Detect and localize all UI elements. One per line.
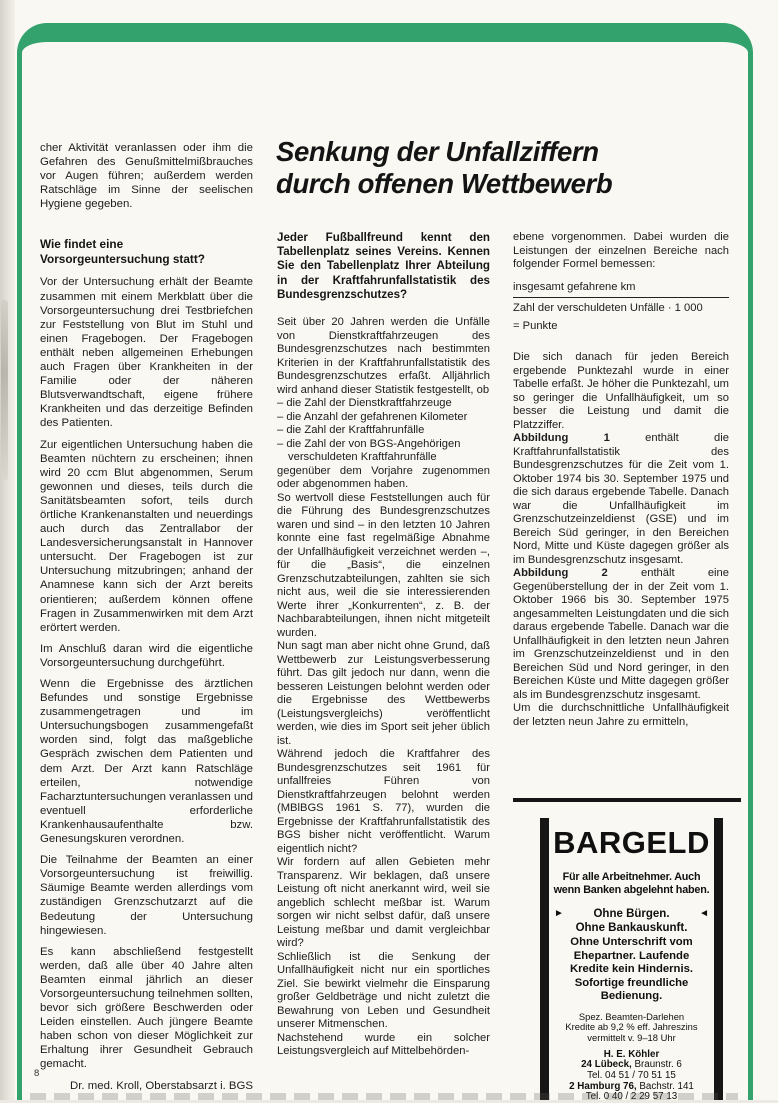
ad-top-rule [513, 798, 741, 802]
paragraph: Während jedoch die Kraftfahrer des Bundesgrenzschutzes seit 1961 für unfallfreies Führen von Dienstkraftfahrzeugen belohnt werden (MBlBGS 1961 S. 77), wurden die Ergebnisse der Kraftfahrunfallstatistik des BGS bisher nicht veröffentlicht. Warum eigentlich nicht? [277, 748, 490, 855]
paragraph: Es kann abschließend festgestellt werden, daß alle über 40 Jahre alten Beamten einmal jährlich an dieser Vorsorgeuntersuchung teilnehmen sollten, bevor sich größere Beschwerden oder Leiden einstellen. Auch jüngere Beamte haben schon von dieser Möglichkeit zur Erhaltung ihrer Gesundheit Gebrauch gemacht. [40, 945, 253, 1071]
paragraph: Die sich danach für jeden Bereich ergebende Punktezahl wurde in einer Tabelle erfaßt. Je höher die Punktezahl, um so geringer die Unfallhäufigkeit, um so besser die Leistung und damit die Platzziffer. [513, 351, 729, 431]
paragraph: Wir fordern auf allen Gebieten mehr Transparenz. Wir beklagen, daß unsere Leistung oft nicht anerkannt wird, weil sie angeblich schlecht meßbar ist. Warum sorgen wir nicht selbst dafür, daß unsere Leistung meßbar und damit vergleichbar wird? [277, 856, 490, 950]
ad-phone-2: Tel. 0 40 / 2 29 57 13 [585, 1091, 678, 1103]
bargeld-advertisement [540, 818, 723, 1103]
paragraph: ebene vorgenommen. Dabei wurden die Leistungen der einzelnen Bereiche nach folgender Formel bemessen: [513, 231, 729, 270]
list-item: – die Anzahl der gefahrenen Kilometer [277, 410, 468, 423]
ad-detail-line: vermittelt v. 9–18 Uhr [587, 1031, 676, 1043]
paragraph-figure-2 [513, 567, 729, 702]
ad-address-1-street: Braunstr. 6 [634, 1059, 682, 1071]
page-number: 8 [34, 1068, 40, 1079]
criteria-list [277, 397, 490, 465]
ad-title: BARGELD [553, 825, 710, 860]
paragraph: Im Anschluß daran wird die eigentliche Vorsorgeuntersuchung durchgeführt. [40, 642, 253, 669]
next-page-bleed [30, 1093, 738, 1100]
ad-address-2-street: Bachstr. 141 [639, 1080, 694, 1092]
paragraph: Schließlich ist die Senkung der Unfallhäufigkeit nicht nur ein sportliches Ziel. Sie bewirkt vielmehr die Einsparung großer Geldbeträge und nicht zuletzt die Bewahrung von Leben und Gesundheit unserer Mitmenschen. [277, 950, 490, 1031]
ad-bullet-row [549, 908, 714, 920]
headline-line-2: durch offenen Wettbewerb [276, 168, 613, 199]
paragraph: Die Teilnahme der Beamten an einer Vorsorgeuntersuchung ist freiwillig. Säumige Beamte werden allerdings vom zuständigen Grenzschutzarzt auf die Bedeutung der Untersuchung hingewiesen. [40, 854, 253, 937]
paragraph: So wertvoll diese Feststellungen auch für die Führung des Bundesgrenzschutzes waren und sind – in den letzten 10 Jahren konnte eine fast regelmäßige Abnahme der Unfallhäufigkeit verzeichnet werden –, für die „Basis“, die einzelnen Grenzschutzabteilungen, zahlten sie sich nicht aus, weil die sie interessierenden Werte ihrer „Konkurrenten“, z. B. der Nachbarabteilungen, ihnen nicht mitgeteilt wurden. [277, 491, 490, 639]
ad-detail-line: Spez. Beamten-Darlehen [578, 1010, 685, 1022]
headline-line-1: Senkung der Unfallziffern [276, 136, 599, 167]
list-item: – die Zahl der von BGS-Angehörigen verschuldeten Kraftfahrunfälle [277, 437, 461, 464]
figure-1-label: Abbildung 1 [513, 432, 610, 444]
paragraph-figure-1 [513, 432, 729, 567]
formula-denominator: Zahl der verschuldeten Unfälle · 1 000 [513, 302, 703, 314]
list-item: – die Zahl der Dienstkraftfahrzeuge [277, 397, 452, 410]
arrow-left-icon: ◄ [699, 908, 709, 919]
paragraph: Seit über 20 Jahren werden die Unfälle von Dienstkraftfahrzeugen des Bundesgrenzschutzes nach bestimmten Kriterien in der Kraftfahrunfallstatistik des Bundesgrenzschutzes erfaßt. Alljährlich wird anhand dieser Statistik festgestellt, ob [277, 316, 490, 396]
paragraph: Vor der Untersuchung erhält der Beamte zusammen mit einem Merkblatt über die Vorsorgeuntersuchung drei Testbriefchen zur Feststellung von Blut im Stuhl und einen Fragebogen. Der Fragebogen enthält neben allgemeinen Erhebungen auch Fragen über Krankheiten in der Familie oder der näheren Blutsverwandtschaft, eigene frühere Krankheiten und das derzeitige Befinden des Patienten. [40, 276, 253, 430]
ad-phone-1: Tel. 04 51 / 70 51 15 [587, 1070, 676, 1082]
paragraph: Um die durchschnittliche Unfallhäufigkeit der letzten neun Jahre zu ermitteln, [513, 702, 729, 728]
binding-mark [1, 300, 8, 480]
arrow-right-icon: ► [554, 908, 564, 919]
page-edge-shadow [0, 0, 15, 1100]
article-headline [276, 136, 748, 200]
list-item: – die Zahl der Kraftfahrunfälle [277, 424, 425, 437]
right-column [513, 231, 729, 729]
ad-bullet-1: Ohne Bürgen. [593, 908, 670, 920]
left-column [40, 141, 253, 1100]
lead-paragraph: Jeder Fußballfreund kennt den Tabellenplatz seines Vereins. Kennen Sie den Tabellenplatz Ihrer Abteilung in der Kraftfahrunfallstatistik des Bundesgrenzschutzes? [277, 231, 490, 301]
formula-numerator: insgesamt gefahrene km [513, 281, 729, 299]
points-formula [513, 281, 729, 334]
paragraph: Wenn die Ergebnisse des ärztlichen Befundes und sonstige Ergebnisse zusammengetragen und im Untersuchungsbogen zusammengefaßt worden sind, folgt das maßgebliche Gespräch zwischen dem Patienten und dem Arzt. Der Arzt kann Ratschläge erteilen, notwendige Facharztuntersuchungen veranlassen und eventuell erforderliche Krankenhausaufenthalte bzw. Genesungskuren verordnen. [40, 678, 253, 846]
paragraph: Nun sagt man aber nicht ohne Grund, daß Wettbewerb zur Leistungsverbesserung führt. Das gilt jedoch nur dann, wenn die besseren Leistungen belohnt werden oder die Ergebnisse des Wettbewerbs (Leistungsvergleichs) veröffentlicht werden, wie dies im Sport seit jeher üblich ist. [277, 640, 490, 747]
ad-subtitle: Für alle Arbeitnehmer. Auch wenn Banken abgelehnt haben. [553, 871, 710, 896]
figure-2-label: Abbildung 2 [513, 567, 608, 579]
ad-body-text: Ohne Unterschrift vom Ehepartner. Laufende Kredite kein Hindernis. Sofortige freundliche Bedienung. [569, 936, 694, 1003]
figure-2-text: enthält eine Gegenüberstellung der in der Zeit vom 1. Oktober 1966 bis 30. September 1975 angesammelten Leistungdaten und die sich daraus ergebende Tabelle. Danach war die Unfallhäufigkeit in den letzten neun Jahren im Grenzschutzeinzeldienst und in den Bereichen Süd und Nord geringer, in den Bereichen Küste und Mitte dagegen größer als im Bundesgrenzschutz insgesamt. [513, 567, 729, 701]
paragraph: cher Aktivität veranlassen oder ihm die Gefahren des Genußmittelmißbrauches vor Augen führen; außerdem werden Ratschläge im Sinne der seelischen Hygiene gegeben. [40, 142, 253, 211]
ad-bullet-2: Ohne Bankauskunft. [575, 922, 688, 934]
middle-column [277, 231, 490, 1059]
formula-result: = Punkte [513, 319, 558, 332]
ad-contact-name: H. E. Köhler [603, 1048, 660, 1060]
ad-address-2-city: 2 Hamburg 76, [569, 1080, 637, 1092]
ad-detail-line: Kredite ab 9,2 % eff. Jahreszins [565, 1021, 698, 1033]
section-heading: Wie findet eine Vorsorgeuntersuchung statt? [40, 237, 205, 266]
figure-1-text: enthält die Kraftfahrunfallstatistik des Bundesgrenzschutzes für die Zeit vom 1. Oktober 1974 bis 30. September 1975 und die sich daraus ergebende Tabelle. Danach war die Unfallhäufigkeit im Grenzschutzeinzeldienst (GSE) und im Bereich Süd geringer, in den Bereichen Nord, Mitte und Küste dagegen größer als im Bundesgrenzschutz insgesamt. [513, 432, 729, 566]
paragraph: Nachstehend wurde ein solcher Leistungsvergleich auf Mittelbehörden- [277, 1031, 490, 1058]
byline: Dr. med. Kroll, Oberstabsarzt i. BGS [70, 1079, 253, 1092]
paragraph: Zur eigentlichen Untersuchung haben die Beamten nüchtern zu erscheinen; ihnen wird 20 ccm Blut abgenommen, Serum gewonnen und dieses, teils durch die Sanitätsbeamten sofort, teils durch örtliche Krankenanstalten und neuerdings auch durch das Zentrallabor der Landesversicherungsanstalt in Hannover untersucht. Der Fragebogen ist zur Untersuchung mitzubringen; anhand der Anamnese kann sich der Arzt bereits orientieren; außerdem können offene Fragen in Zusammenwirken mit dem Arzt erörtert werden. [40, 438, 253, 634]
ad-details [549, 1012, 714, 1043]
ad-address-1-city: 24 Lübeck, [581, 1059, 632, 1071]
paragraph: gegenüber dem Vorjahre zugenommen oder abgenommen haben. [277, 464, 490, 491]
